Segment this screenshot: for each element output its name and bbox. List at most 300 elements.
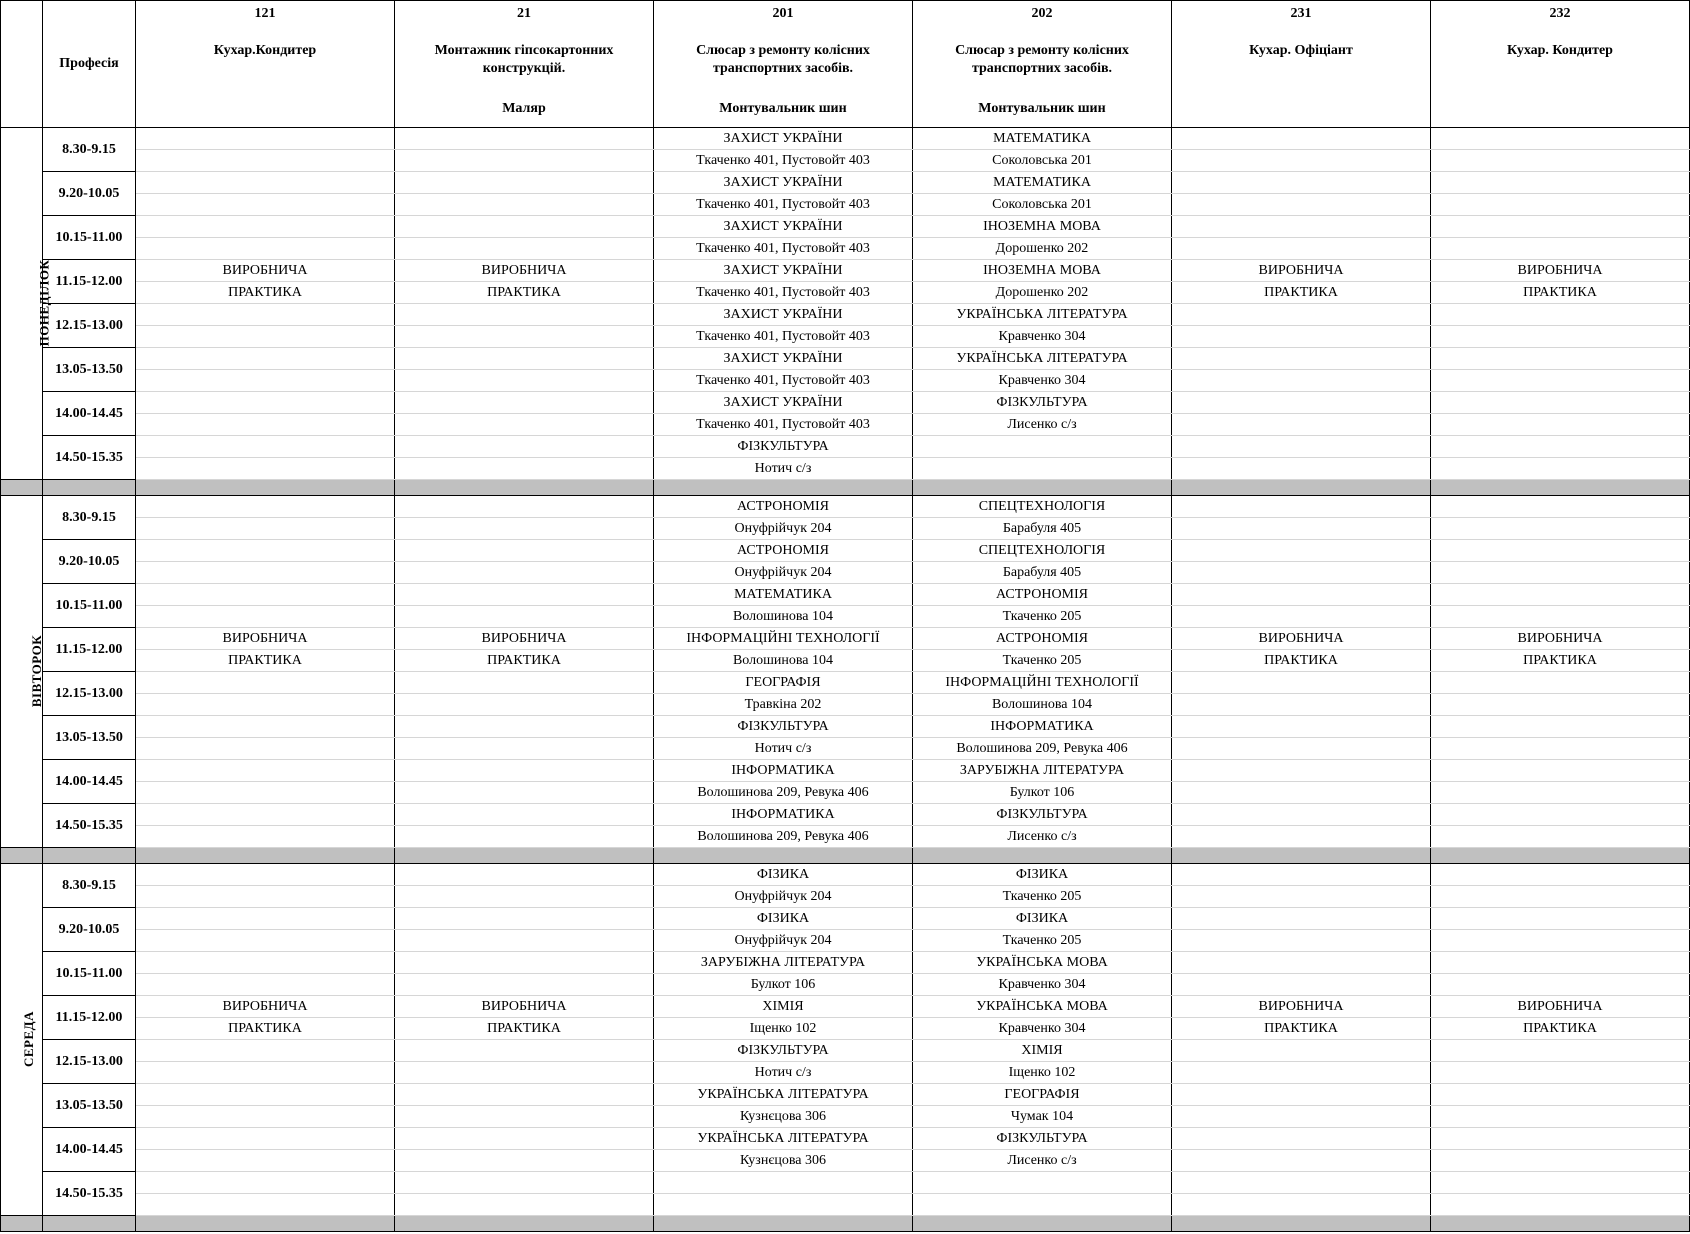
subject-cell: ХІМІЯ xyxy=(913,1040,1172,1062)
teacher-room-cell: Ткаченко 401, Пустовойт 403 xyxy=(654,238,913,260)
time-slot: 8.30-9.15 xyxy=(43,496,136,540)
subject-cell xyxy=(1172,864,1431,886)
subject-cell xyxy=(395,540,654,562)
teacher-room-cell: Волошинова 104 xyxy=(654,650,913,672)
group-number: 21 xyxy=(517,6,531,21)
subject-cell: ВИРОБНИЧА xyxy=(1431,260,1690,282)
teacher-room-cell xyxy=(136,326,395,348)
subject-cell xyxy=(136,540,395,562)
teacher-room-cell: ПРАКТИКА xyxy=(1431,1018,1690,1040)
teacher-room-cell xyxy=(1172,458,1431,480)
separator-cell xyxy=(136,480,395,496)
subject-cell: ФІЗКУЛЬТУРА xyxy=(913,392,1172,414)
subject-cell xyxy=(1172,804,1431,826)
subject-cell xyxy=(136,760,395,782)
teacher-room-cell: Онуфрійчук 204 xyxy=(654,886,913,908)
lesson-row xyxy=(1,804,1690,826)
lesson-row-detail xyxy=(1,414,1690,436)
teacher-room-cell xyxy=(1431,738,1690,760)
subject-cell: ІНФОРМАТИКА xyxy=(654,760,913,782)
lesson-row xyxy=(1,672,1690,694)
group-header xyxy=(1172,1,1431,128)
separator-cell xyxy=(1,1216,43,1232)
lesson-row-detail xyxy=(1,1106,1690,1128)
teacher-room-cell: Нотич с/з xyxy=(654,1062,913,1084)
day-label xyxy=(1,496,43,848)
separator-cell xyxy=(654,480,913,496)
subject-cell xyxy=(395,1084,654,1106)
subject-cell: ГЕОГРАФІЯ xyxy=(654,672,913,694)
teacher-room-cell xyxy=(1431,930,1690,952)
subject-cell xyxy=(1172,496,1431,518)
day-separator xyxy=(1,480,1690,496)
day-name: СЕРЕДА xyxy=(21,1010,37,1068)
teacher-room-cell xyxy=(1172,694,1431,716)
time-slot: 13.05-13.50 xyxy=(43,1084,136,1128)
lesson-row xyxy=(1,392,1690,414)
group-header xyxy=(136,1,395,128)
subject-cell: ВИРОБНИЧА xyxy=(1431,628,1690,650)
teacher-room-cell xyxy=(1172,930,1431,952)
teacher-room-cell xyxy=(395,562,654,584)
time-slot: 10.15-11.00 xyxy=(43,584,136,628)
lesson-row xyxy=(1,952,1690,974)
subject-cell xyxy=(1172,540,1431,562)
teacher-room-cell: Кравченко 304 xyxy=(913,326,1172,348)
subject-cell xyxy=(136,348,395,370)
subject-cell: ІНФОРМАТИКА xyxy=(913,716,1172,738)
group-profession: Слюсар з ремонту колісних транспортних засобів. xyxy=(696,43,870,76)
separator-cell xyxy=(1431,480,1690,496)
teacher-room-cell: Ткаченко 401, Пустовойт 403 xyxy=(654,414,913,436)
group-subprofession: Монтувальник шин xyxy=(719,101,847,116)
teacher-room-cell xyxy=(1172,886,1431,908)
teacher-room-cell xyxy=(395,518,654,540)
subject-cell xyxy=(1172,216,1431,238)
subject-cell: АСТРОНОМІЯ xyxy=(913,584,1172,606)
subject-cell xyxy=(136,584,395,606)
teacher-room-cell xyxy=(1431,458,1690,480)
lesson-row xyxy=(1,584,1690,606)
separator-cell xyxy=(136,1216,395,1232)
teacher-room-cell xyxy=(1431,886,1690,908)
subject-cell xyxy=(1431,1084,1690,1106)
time-slot: 10.15-11.00 xyxy=(43,216,136,260)
teacher-room-cell xyxy=(1172,326,1431,348)
subject-cell xyxy=(1431,584,1690,606)
teacher-room-cell: Онуфрійчук 204 xyxy=(654,930,913,952)
subject-cell: УКРАЇНСЬКА ЛІТЕРАТУРА xyxy=(913,348,1172,370)
subject-cell xyxy=(1431,172,1690,194)
teacher-room-cell xyxy=(654,1194,913,1216)
teacher-room-cell xyxy=(136,458,395,480)
teacher-room-cell: Волошинова 209, Ревука 406 xyxy=(654,782,913,804)
lesson-row xyxy=(1,908,1690,930)
subject-cell: ВИРОБНИЧА xyxy=(136,628,395,650)
separator-cell xyxy=(395,480,654,496)
subject-cell xyxy=(1431,540,1690,562)
day-label xyxy=(1,864,43,1216)
subject-cell: ФІЗКУЛЬТУРА xyxy=(913,1128,1172,1150)
teacher-room-cell xyxy=(913,1194,1172,1216)
subject-cell xyxy=(136,392,395,414)
teacher-room-cell xyxy=(395,1150,654,1172)
subject-cell xyxy=(1431,864,1690,886)
subject-cell xyxy=(1172,172,1431,194)
teacher-room-cell: Онуфрійчук 204 xyxy=(654,518,913,540)
teacher-room-cell xyxy=(1172,562,1431,584)
time-slot: 14.50-15.35 xyxy=(43,1172,136,1216)
lesson-row-detail xyxy=(1,826,1690,848)
group-profession: Кухар. Кондитер xyxy=(1507,43,1613,58)
teacher-room-cell: ПРАКТИКА xyxy=(136,1018,395,1040)
subject-cell xyxy=(136,436,395,458)
lesson-row xyxy=(1,760,1690,782)
teacher-room-cell xyxy=(136,886,395,908)
subject-cell xyxy=(1431,1040,1690,1062)
subject-cell: ВИРОБНИЧА xyxy=(136,996,395,1018)
subject-cell xyxy=(136,496,395,518)
time-slot: 12.15-13.00 xyxy=(43,304,136,348)
group-profession: Кухар. Офіціант xyxy=(1249,43,1353,58)
separator-cell xyxy=(1431,848,1690,864)
teacher-room-cell xyxy=(395,1106,654,1128)
subject-cell xyxy=(136,952,395,974)
subject-cell: ФІЗИКА xyxy=(654,908,913,930)
teacher-room-cell xyxy=(1172,518,1431,540)
lesson-row-detail xyxy=(1,562,1690,584)
subject-cell: ЗАХИСТ УКРАЇНИ xyxy=(654,348,913,370)
lesson-row-detail xyxy=(1,782,1690,804)
time-slot: 10.15-11.00 xyxy=(43,952,136,996)
subject-cell: ФІЗКУЛЬТУРА xyxy=(654,436,913,458)
teacher-room-cell: Онуфрійчук 204 xyxy=(654,562,913,584)
teacher-room-cell xyxy=(1431,150,1690,172)
separator-cell xyxy=(395,1216,654,1232)
separator-cell xyxy=(1172,1216,1431,1232)
teacher-room-cell xyxy=(136,1062,395,1084)
teacher-room-cell: ПРАКТИКА xyxy=(395,650,654,672)
lesson-row-detail xyxy=(1,886,1690,908)
subject-cell xyxy=(1172,760,1431,782)
teacher-room-cell xyxy=(1431,1194,1690,1216)
group-profession: Слюсар з ремонту колісних транспортних засобів. xyxy=(955,43,1129,76)
schedule-body xyxy=(1,128,1690,1232)
subject-cell: ВИРОБНИЧА xyxy=(395,996,654,1018)
teacher-room-cell: Кузнєцова 306 xyxy=(654,1150,913,1172)
teacher-room-cell xyxy=(136,606,395,628)
lesson-row xyxy=(1,172,1690,194)
separator-cell xyxy=(43,480,136,496)
subject-cell xyxy=(1431,128,1690,150)
lesson-row xyxy=(1,1040,1690,1062)
subject-cell xyxy=(136,216,395,238)
subject-cell xyxy=(395,760,654,782)
subject-cell xyxy=(395,716,654,738)
teacher-room-cell xyxy=(395,886,654,908)
teacher-room-cell xyxy=(395,826,654,848)
teacher-room-cell: Ткаченко 401, Пустовойт 403 xyxy=(654,370,913,392)
time-slot: 9.20-10.05 xyxy=(43,172,136,216)
subject-cell: ХІМІЯ xyxy=(654,996,913,1018)
group-header xyxy=(1431,1,1690,128)
group-number: 121 xyxy=(254,6,276,21)
subject-cell xyxy=(395,908,654,930)
subject-cell xyxy=(1431,716,1690,738)
teacher-room-cell xyxy=(1431,694,1690,716)
subject-cell xyxy=(1431,1128,1690,1150)
teacher-room-cell: ПРАКТИКА xyxy=(395,1018,654,1040)
teacher-room-cell xyxy=(395,414,654,436)
header-row xyxy=(1,1,1690,128)
teacher-room-cell: Ткаченко 205 xyxy=(913,650,1172,672)
teacher-room-cell xyxy=(1172,194,1431,216)
subject-cell xyxy=(395,172,654,194)
teacher-room-cell xyxy=(1172,1150,1431,1172)
subject-cell xyxy=(395,584,654,606)
lesson-row xyxy=(1,216,1690,238)
profession-label: Професія xyxy=(43,1,136,128)
teacher-room-cell: ПРАКТИКА xyxy=(1172,650,1431,672)
lesson-row xyxy=(1,540,1690,562)
teacher-room-cell: Барабуля 405 xyxy=(913,562,1172,584)
subject-cell xyxy=(136,1128,395,1150)
subject-cell xyxy=(136,304,395,326)
lesson-row xyxy=(1,864,1690,886)
separator-cell xyxy=(136,848,395,864)
day-separator xyxy=(1,1216,1690,1232)
teacher-room-cell: ПРАКТИКА xyxy=(1431,650,1690,672)
subject-cell xyxy=(395,392,654,414)
lesson-row xyxy=(1,496,1690,518)
teacher-room-cell xyxy=(395,782,654,804)
teacher-room-cell: Лисенко с/з xyxy=(913,1150,1172,1172)
subject-cell xyxy=(136,864,395,886)
lesson-row-detail xyxy=(1,458,1690,480)
group-number: 201 xyxy=(772,6,794,21)
teacher-room-cell: Нотич с/з xyxy=(654,738,913,760)
group-number: 202 xyxy=(1031,6,1053,21)
lesson-row-detail xyxy=(1,1194,1690,1216)
teacher-room-cell: Травкіна 202 xyxy=(654,694,913,716)
time-slot: 14.00-14.45 xyxy=(43,392,136,436)
group-profession: Кухар.Кондитер xyxy=(213,43,317,58)
group-subprofession: Маляр xyxy=(502,101,546,116)
teacher-room-cell xyxy=(1172,1194,1431,1216)
teacher-room-cell xyxy=(1431,562,1690,584)
lesson-row-detail xyxy=(1,1018,1690,1040)
lesson-row-detail xyxy=(1,238,1690,260)
lesson-row-detail xyxy=(1,974,1690,996)
subject-cell xyxy=(136,128,395,150)
separator-cell xyxy=(1,480,43,496)
subject-cell xyxy=(1172,584,1431,606)
subject-cell xyxy=(1172,908,1431,930)
teacher-room-cell xyxy=(136,738,395,760)
lesson-row-detail xyxy=(1,738,1690,760)
subject-cell: ВИРОБНИЧА xyxy=(395,260,654,282)
subject-cell xyxy=(1172,1040,1431,1062)
group-number: 232 xyxy=(1549,6,1571,21)
subject-cell: ВИРОБНИЧА xyxy=(1431,996,1690,1018)
subject-cell xyxy=(395,128,654,150)
separator-cell xyxy=(395,848,654,864)
separator-cell xyxy=(913,848,1172,864)
subject-cell xyxy=(395,672,654,694)
teacher-room-cell xyxy=(1431,826,1690,848)
subject-cell: ВИРОБНИЧА xyxy=(136,260,395,282)
teacher-room-cell xyxy=(136,562,395,584)
separator-cell xyxy=(1,848,43,864)
time-slot: 13.05-13.50 xyxy=(43,716,136,760)
time-slot: 14.00-14.45 xyxy=(43,1128,136,1172)
subject-cell: ГЕОГРАФІЯ xyxy=(913,1084,1172,1106)
day-label xyxy=(1,128,52,480)
time-slot: 9.20-10.05 xyxy=(43,540,136,584)
subject-cell xyxy=(136,1040,395,1062)
teacher-room-cell: Ткаченко 205 xyxy=(913,606,1172,628)
lesson-row xyxy=(1,1084,1690,1106)
subject-cell: ЗАХИСТ УКРАЇНИ xyxy=(654,260,913,282)
subject-cell xyxy=(1172,952,1431,974)
subject-cell xyxy=(395,436,654,458)
time-slot: 14.50-15.35 xyxy=(43,436,136,480)
lesson-row-detail xyxy=(1,282,1690,304)
group-header xyxy=(395,1,654,128)
teacher-room-cell xyxy=(913,458,1172,480)
subject-cell: АСТРОНОМІЯ xyxy=(654,496,913,518)
subject-cell xyxy=(136,804,395,826)
subject-cell: ІНФОРМАЦІЙНІ ТЕХНОЛОГІЇ xyxy=(913,672,1172,694)
teacher-room-cell: Ткаченко 401, Пустовойт 403 xyxy=(654,326,913,348)
teacher-room-cell xyxy=(1172,414,1431,436)
time-slot: 9.20-10.05 xyxy=(43,908,136,952)
subject-cell: ЗАРУБІЖНА ЛІТЕРАТУРА xyxy=(654,952,913,974)
teacher-room-cell: Булкот 106 xyxy=(654,974,913,996)
subject-cell xyxy=(136,908,395,930)
lesson-row-detail xyxy=(1,1150,1690,1172)
lesson-row xyxy=(1,304,1690,326)
subject-cell xyxy=(1172,128,1431,150)
teacher-room-cell: Ткаченко 401, Пустовойт 403 xyxy=(654,150,913,172)
teacher-room-cell: ПРАКТИКА xyxy=(136,650,395,672)
teacher-room-cell: Ткаченко 401, Пустовойт 403 xyxy=(654,194,913,216)
subject-cell xyxy=(1431,392,1690,414)
teacher-room-cell xyxy=(136,518,395,540)
subject-cell: СПЕЦТЕХНОЛОГІЯ xyxy=(913,496,1172,518)
group-header xyxy=(654,1,913,128)
teacher-room-cell: Ткаченко 205 xyxy=(913,930,1172,952)
teacher-room-cell xyxy=(1172,738,1431,760)
subject-cell xyxy=(136,1172,395,1194)
teacher-room-cell: Булкот 106 xyxy=(913,782,1172,804)
subject-cell: ЗАХИСТ УКРАЇНИ xyxy=(654,172,913,194)
subject-cell xyxy=(1431,908,1690,930)
day-separator xyxy=(1,848,1690,864)
subject-cell: ІНФОРМАЦІЙНІ ТЕХНОЛОГІЇ xyxy=(654,628,913,650)
lesson-row-detail xyxy=(1,326,1690,348)
subject-cell xyxy=(1431,216,1690,238)
subject-cell xyxy=(395,348,654,370)
subject-cell xyxy=(395,216,654,238)
lesson-row xyxy=(1,436,1690,458)
teacher-room-cell xyxy=(136,194,395,216)
teacher-room-cell xyxy=(136,370,395,392)
time-slot: 14.00-14.45 xyxy=(43,760,136,804)
teacher-room-cell xyxy=(1172,370,1431,392)
lesson-row xyxy=(1,628,1690,650)
teacher-room-cell xyxy=(1431,194,1690,216)
teacher-room-cell xyxy=(395,1194,654,1216)
subject-cell xyxy=(1431,1172,1690,1194)
teacher-room-cell: Кравченко 304 xyxy=(913,370,1172,392)
time-slot: 12.15-13.00 xyxy=(43,1040,136,1084)
subject-cell: МАТЕМАТИКА xyxy=(913,128,1172,150)
subject-cell xyxy=(1172,1084,1431,1106)
subject-cell: УКРАЇНСЬКА ЛІТЕРАТУРА xyxy=(654,1128,913,1150)
subject-cell xyxy=(395,864,654,886)
subject-cell: УКРАЇНСЬКА МОВА xyxy=(913,952,1172,974)
teacher-room-cell xyxy=(1172,974,1431,996)
subject-cell: ВИРОБНИЧА xyxy=(395,628,654,650)
teacher-room-cell xyxy=(395,458,654,480)
teacher-room-cell: Дорошенко 202 xyxy=(913,238,1172,260)
teacher-room-cell xyxy=(136,826,395,848)
subject-cell: ЗАХИСТ УКРАЇНИ xyxy=(654,392,913,414)
lesson-row xyxy=(1,716,1690,738)
lesson-row xyxy=(1,260,1690,282)
subject-cell: ВИРОБНИЧА xyxy=(1172,260,1431,282)
subject-cell xyxy=(136,716,395,738)
group-subprofession: Монтувальник шин xyxy=(978,101,1106,116)
subject-cell xyxy=(1431,672,1690,694)
teacher-room-cell xyxy=(1431,326,1690,348)
time-slot: 8.30-9.15 xyxy=(43,128,136,172)
teacher-room-cell xyxy=(395,370,654,392)
subject-cell xyxy=(1172,348,1431,370)
lesson-row-detail xyxy=(1,606,1690,628)
subject-cell xyxy=(395,304,654,326)
teacher-room-cell: Соколовська 201 xyxy=(913,194,1172,216)
subject-cell xyxy=(395,496,654,518)
time-slot: 13.05-13.50 xyxy=(43,348,136,392)
subject-cell: ЗАХИСТ УКРАЇНИ xyxy=(654,304,913,326)
teacher-room-cell xyxy=(1431,782,1690,804)
lesson-row-detail xyxy=(1,150,1690,172)
teacher-room-cell xyxy=(1431,370,1690,392)
teacher-room-cell xyxy=(395,1062,654,1084)
teacher-room-cell: ПРАКТИКА xyxy=(1172,1018,1431,1040)
teacher-room-cell xyxy=(136,150,395,172)
subject-cell xyxy=(913,436,1172,458)
subject-cell xyxy=(1431,348,1690,370)
header-corner xyxy=(1,1,43,128)
lesson-row-detail xyxy=(1,930,1690,952)
subject-cell: ФІЗКУЛЬТУРА xyxy=(654,1040,913,1062)
teacher-room-cell: Кузнєцова 306 xyxy=(654,1106,913,1128)
separator-cell xyxy=(1172,480,1431,496)
teacher-room-cell xyxy=(136,238,395,260)
lesson-row xyxy=(1,348,1690,370)
separator-cell xyxy=(654,1216,913,1232)
teacher-room-cell: ПРАКТИКА xyxy=(136,282,395,304)
subject-cell: ФІЗКУЛЬТУРА xyxy=(913,804,1172,826)
subject-cell xyxy=(1431,760,1690,782)
subject-cell: ІНОЗЕМНА МОВА xyxy=(913,216,1172,238)
teacher-room-cell: Барабуля 405 xyxy=(913,518,1172,540)
subject-cell xyxy=(136,172,395,194)
teacher-room-cell: Кравченко 304 xyxy=(913,974,1172,996)
